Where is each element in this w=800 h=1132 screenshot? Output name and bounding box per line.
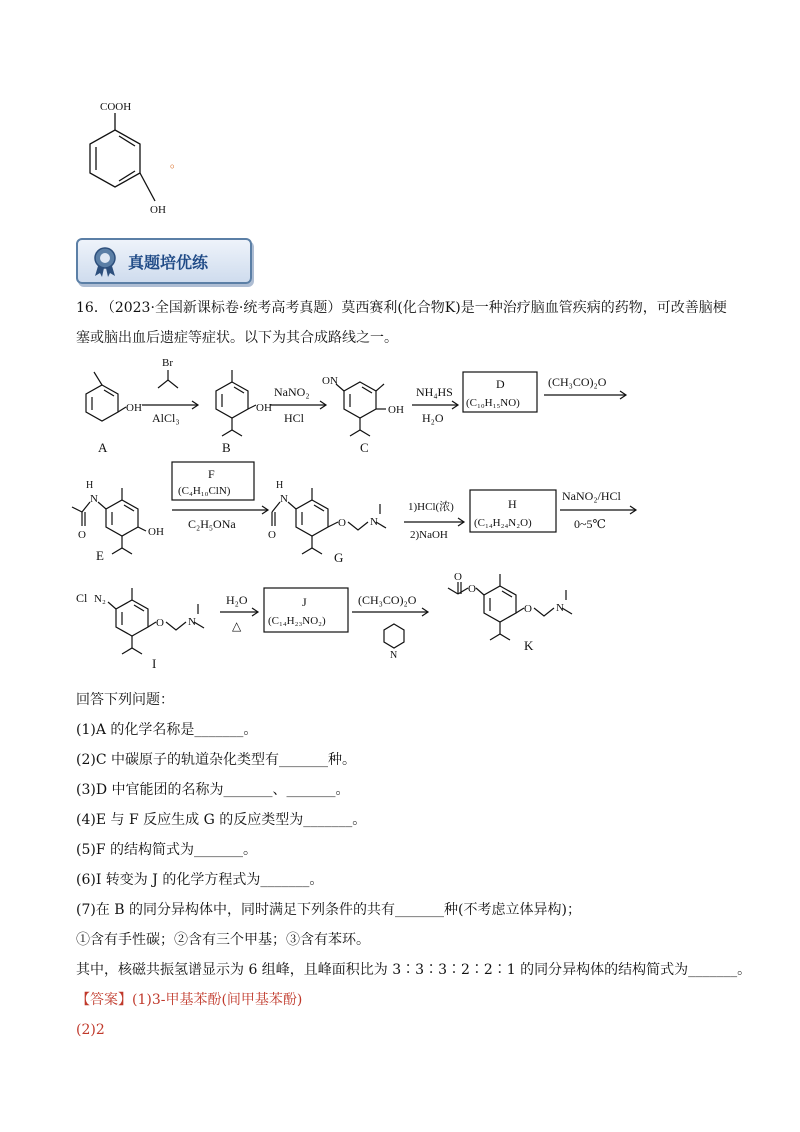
reagent3-bottom: H₂O <box>422 411 444 425</box>
subquestion-5: (5)F 的结构简式为_______。 <box>76 842 257 858</box>
label-E: E <box>96 548 104 563</box>
C-oh: OH <box>388 404 404 416</box>
reagent6-bottom: 2)NaOH <box>410 529 448 541</box>
B-oh: OH <box>256 402 272 414</box>
reagent3-top: NH₄HS <box>416 385 453 399</box>
label-A: A <box>98 440 108 455</box>
subquestion-2: (2)C 中碳原子的轨道杂化类型有_______种。 <box>76 752 356 768</box>
banner-label: 真题培优练 <box>128 253 209 272</box>
I-cl: Cl <box>76 591 88 605</box>
answer-2: (2)2 <box>76 1022 105 1038</box>
K-o3: O <box>524 603 532 615</box>
subquestion-1: (1)A 的化学名称是_______。 <box>76 722 258 738</box>
reagent2-top: NaNO₂ <box>274 385 310 399</box>
label-C: C <box>360 440 369 455</box>
reagent7-top: NaNO₂/HCl <box>562 489 621 503</box>
reagent5-bottom: C₂H₅ONa <box>188 517 236 531</box>
reagent4-top: (CH₃CO)₂O <box>548 375 607 389</box>
cooh-label: COOH <box>100 101 132 113</box>
D-formula: (C₁₀H₁₅NO) <box>466 397 520 409</box>
answer-prompt: 回答下列问题： <box>76 692 174 708</box>
F-formula: (C₄H₁₀ClN) <box>178 485 231 497</box>
C-on: ON <box>322 375 338 387</box>
medal-icon <box>88 244 122 278</box>
reagent8-bottom: △ <box>232 619 242 633</box>
reagent9-top: (CH₃CO)₂O <box>358 593 417 607</box>
question-line-1: 16．（2023·全国新课标卷·统考高考真题）莫西赛利(化合物K)是一种治疗脑血管疾病的药物，可改善脑梗 <box>76 300 727 316</box>
reagent8-top: H₂O <box>226 593 248 607</box>
synthesis-scheme <box>60 350 750 685</box>
G-o2: O <box>338 517 346 529</box>
H-label: H <box>508 497 517 511</box>
subquestion-6: (6)I 转变为 J 的化学方程式为_______。 <box>76 872 324 888</box>
reagent1-bottom: AlCl₃ <box>152 411 180 425</box>
I-n: N <box>188 616 196 628</box>
subquestion-3: (3)D 中官能团的名称为_______、_______。 <box>76 782 350 798</box>
label-K: K <box>524 638 534 653</box>
top-structure <box>60 95 220 225</box>
I-o: O <box>156 617 164 629</box>
J-label: J <box>302 595 307 609</box>
K-o: O <box>468 583 476 595</box>
label-G: G <box>334 550 344 565</box>
E-o: O <box>78 529 86 541</box>
E-n: N <box>90 493 98 505</box>
label-B: B <box>222 440 231 455</box>
G-n2: N <box>370 516 378 528</box>
subquestion-7-followup: 其中，核磁共振氢谱显示为 6 组峰，且峰面积比为 3∶3∶3∶2∶2∶1 的同分异构体的结构简式为_______。 <box>76 962 752 978</box>
D-label: D <box>496 377 505 391</box>
E-oh: OH <box>148 526 164 538</box>
trailing-dot: 。 <box>170 156 183 170</box>
oh-label: OH <box>150 204 166 216</box>
subquestion-7: (7)在 B 的同分异构体中，同时满足下列条件的共有_______种(不考虑立体异构)； <box>76 902 581 918</box>
reagent6-top: 1)HCl(浓) <box>408 501 454 513</box>
G-o: O <box>268 529 276 541</box>
answer-1: (1)3-甲基苯酚(间甲基苯酚) <box>132 992 303 1008</box>
I-n2: N₂ <box>94 593 106 605</box>
E-h: H <box>86 480 94 491</box>
subquestion-7-conditions: ①含有手性碳；②含有三个甲基；③含有苯环。 <box>76 932 370 948</box>
G-n: N <box>280 493 288 505</box>
reagent2-bottom: HCl <box>284 411 305 425</box>
label-I: I <box>152 656 157 671</box>
reagent1-top: Br <box>162 357 173 369</box>
K-o2: O <box>454 571 462 583</box>
G-h: H <box>276 480 284 491</box>
J-formula: (C₁₄H₂₃NO₂) <box>268 615 326 627</box>
reagent7-bottom: 0~5℃ <box>574 517 606 531</box>
answer-line-1 <box>76 990 302 1010</box>
H-formula: (C₁₄H₂₄N₂O) <box>474 517 532 529</box>
section-banner <box>76 238 252 284</box>
F-label: F <box>208 467 215 481</box>
subquestion-4: (4)E 与 F 反应生成 G 的反应类型为_______。 <box>76 812 367 828</box>
pyridine-n: N <box>390 650 398 661</box>
answer-label: 【答案】 <box>76 992 132 1008</box>
A-oh: OH <box>126 402 142 414</box>
K-n: N <box>556 602 564 614</box>
question-line-2: 塞或脑出血后遗症等症状。以下为其合成路线之一。 <box>76 330 398 346</box>
